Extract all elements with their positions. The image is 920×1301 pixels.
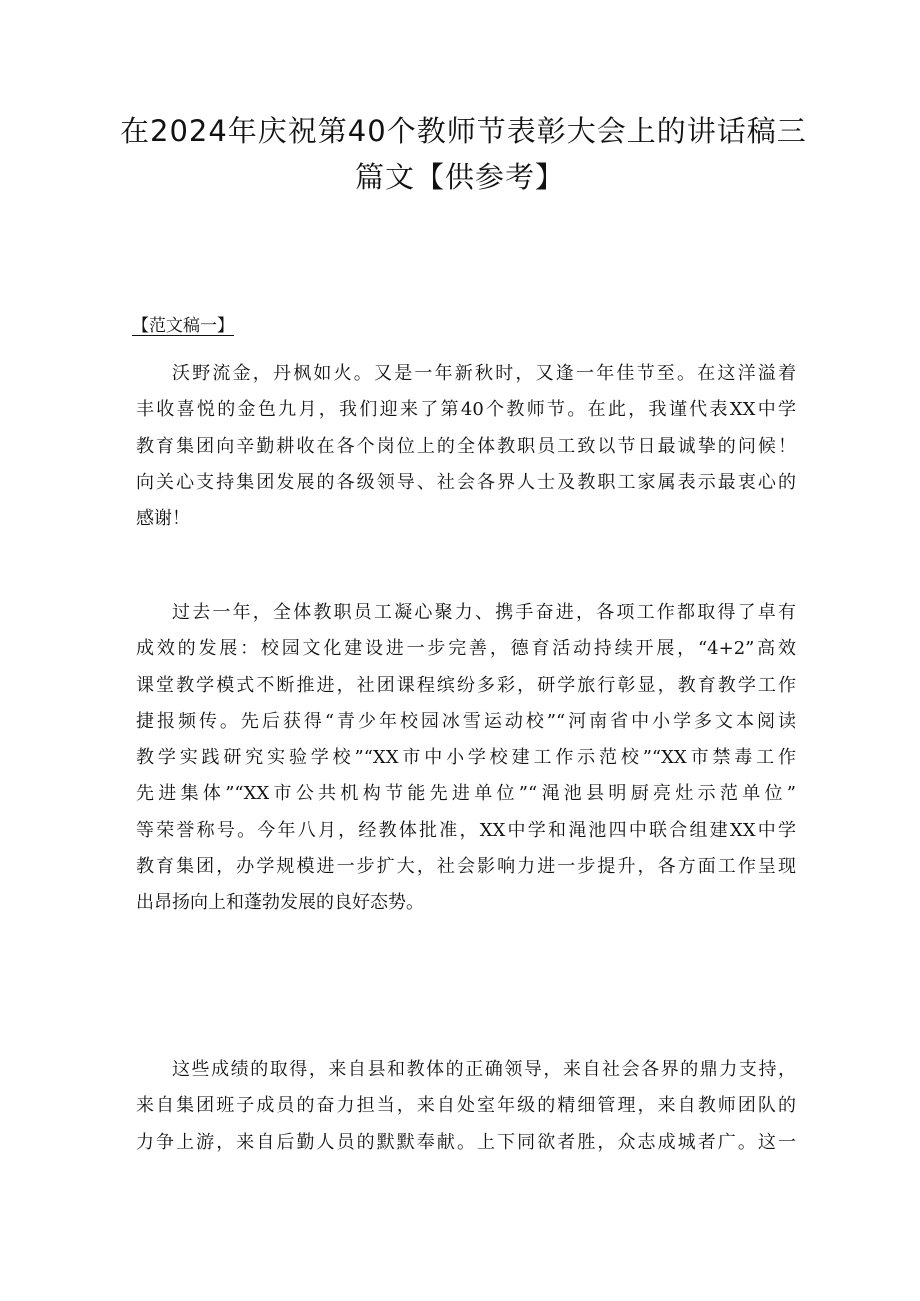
paragraph-2 (136, 595, 796, 922)
paragraph-line: 丰收喜悦的金色九月，我们迎来了第40个教师节。在此，我谨代表XX中学 (136, 399, 796, 421)
paragraph-line: 课堂教学模式不断推进，社团课程缤纷多彩，研学旅行彰显，教育教学工作 (136, 674, 796, 696)
paragraph-line: 成效的发展：校园文化建设进一步完善，德育活动持续开展，“4+2”高效 (136, 638, 796, 660)
paragraph-line: 这些成绩的取得，来自县和教体的正确领导，来自社会各界的鼎力支持， (172, 1059, 796, 1080)
paragraph-line: 沃野流金，丹枫如火。又是一年新秋时，又逢一年佳节至。在这洋溢着 (172, 363, 796, 384)
paragraph-line: 过去一年，全体教职员工凝心聚力、携手奋进，各项工作都取得了卓有 (172, 602, 796, 623)
paragraph-line: 捷报频传。先后获得“青少年校园冰雪运动校”“河南省中小学多文本阅读 (136, 710, 796, 732)
paragraph-line: 来自集团班子成员的奋力担当，来自处室年级的精细管理，来自教师团队的 (136, 1095, 796, 1117)
paragraph-line: 先进集体”“XX市公共机构节能先进单位”“渑池县明厨亮灶示范单位” (136, 783, 796, 805)
document-title (120, 108, 807, 200)
paragraph-line: 教育集团向辛勤耕收在各个岗位上的全体教职员工致以节日最诚挚的问候！ (136, 435, 796, 457)
paragraph-line: 出昂扬向上和蓬勃发展的良好态势。 (136, 892, 424, 914)
paragraph-line: 力争上游，来自后勤人员的默默奉献。上下同欲者胜，众志成城者广。这一 (136, 1131, 796, 1153)
paragraph-1 (136, 356, 796, 537)
paragraph-line: 向关心支持集团发展的各级领导、社会各界人士及教职工家属表示最衷心的 (136, 471, 796, 493)
paragraph-line: 教育集团，办学规模进一步扩大，社会影响力进一步提升，各方面工作呈现 (136, 856, 796, 878)
paragraph-line: 感谢！ (136, 508, 190, 530)
title-line-1: 在2024年庆祝第40个教师节表彰大会上的讲话稿三 (120, 114, 807, 148)
paragraph-line: 教学实践研究实验学校”“XX市中小学校建工作示范校”“XX市禁毒工作 (136, 747, 796, 769)
title-line-2: 篇文【供参考】 (354, 160, 565, 194)
paragraph-line: 等荣誉称号。今年八月，经教体批准，XX中学和渑池四中联合组建XX中学 (136, 819, 796, 841)
section-label: 【范文稿一】 (132, 316, 234, 336)
paragraph-3 (136, 1052, 796, 1161)
